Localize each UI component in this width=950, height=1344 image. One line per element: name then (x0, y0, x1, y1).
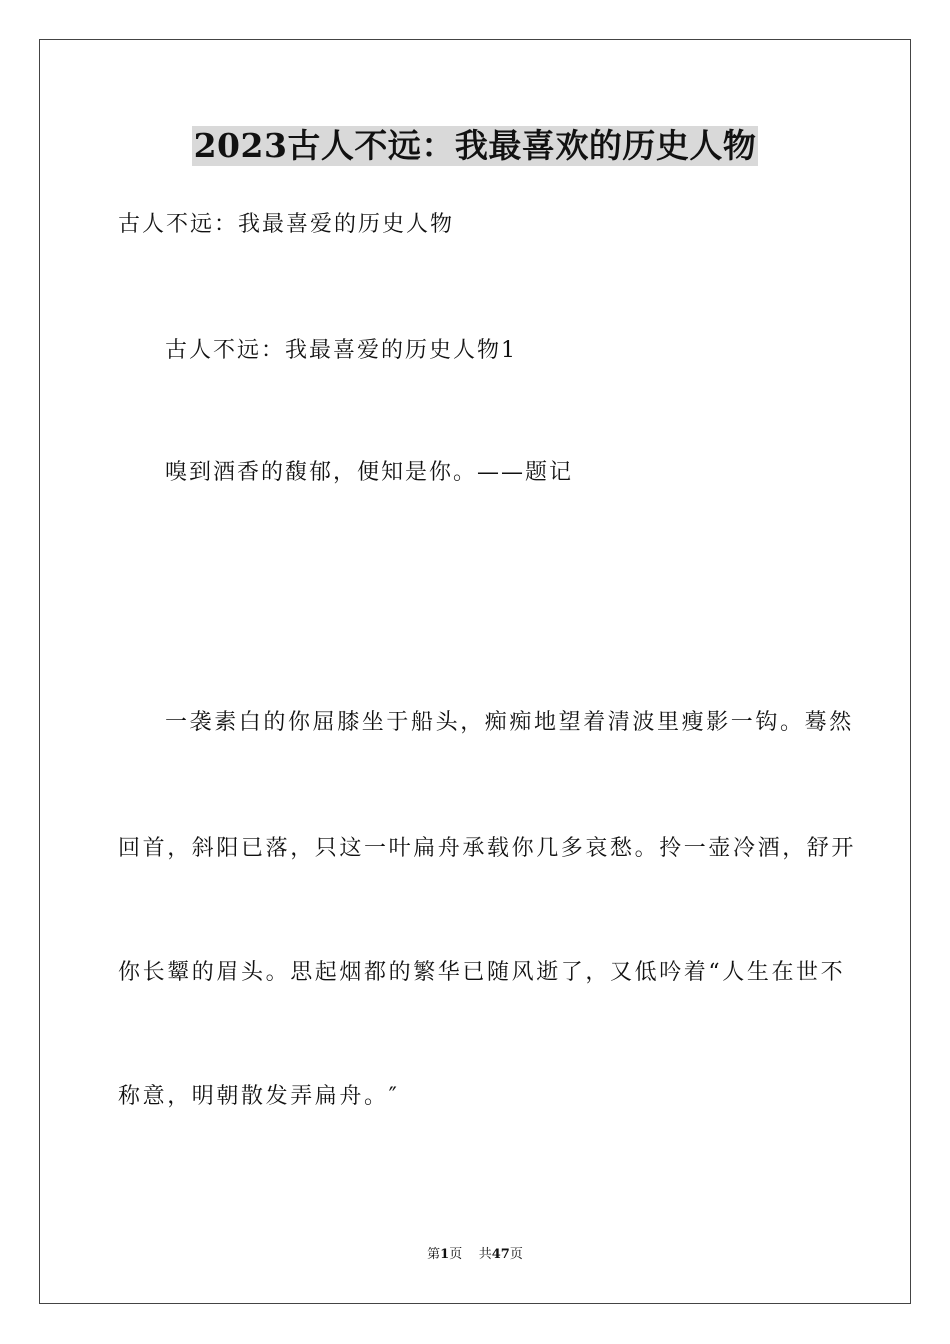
total-suffix: 页 (509, 1247, 523, 1262)
total-pages: 47 (491, 1247, 510, 1262)
body-line: 称意，明朝散发弄扁舟。″ (118, 1084, 400, 1109)
epigraph: 嗅到酒香的馥郁，便知是你。——题记 (165, 460, 574, 485)
section-heading: 古人不远：我最喜爱的历史人物1 (165, 338, 517, 363)
document-title: 2023古人不远：我最喜欢的历史人物 (193, 126, 757, 165)
body-line: 回首，斜阳已落，只这一叶扁舟承载你几多哀愁。拎一壶冷酒，舒开 (118, 836, 857, 861)
total-prefix: 共 (478, 1247, 492, 1262)
title-container (0, 126, 950, 166)
page-suffix: 页 (449, 1247, 463, 1262)
body-line: 你长颦的眉头。思起烟都的繁华已随风逝了，又低吟着“人生在世不 (118, 960, 846, 985)
body-line: 一袭素白的你屈膝坐于船头，痴痴地望着清波里瘦影一钩。蓦然 (165, 710, 854, 735)
page-number: 1 (440, 1247, 450, 1262)
page-prefix: 第 (427, 1247, 441, 1262)
page-footer (0, 1246, 950, 1264)
document-subtitle: 古人不远：我最喜爱的历史人物 (118, 212, 455, 237)
